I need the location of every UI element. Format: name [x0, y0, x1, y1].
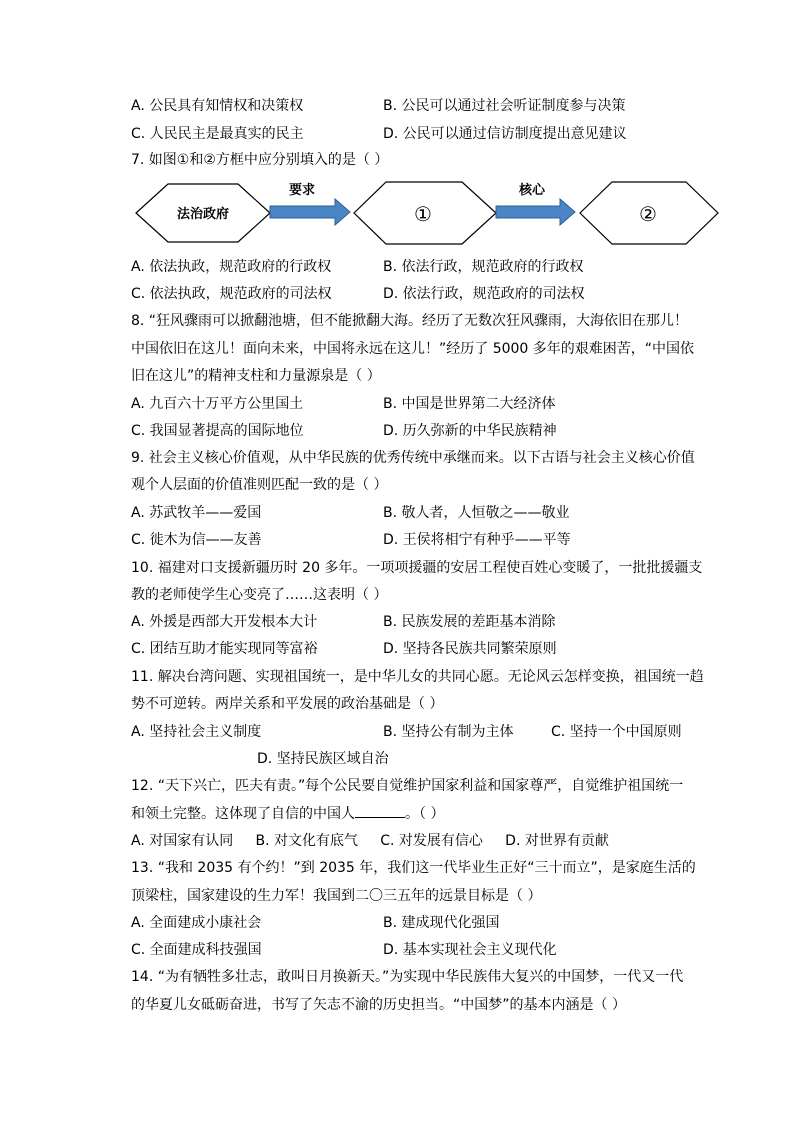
q9-stem-line-1: 9. 社会主义核心价值观，从中华民族的优秀传统中承继而来。以下古语与社会主义核心价值: [131, 450, 695, 466]
q11-option-c: C. 坚持一个中国原则: [551, 724, 682, 740]
q10-stem-line-1: 10. 福建对口支援新疆历时 20 多年。一项项援疆的安居工程使百姓心变暖了，一批批援疆支: [131, 560, 703, 576]
q12-stem-line-2-pre: 和领土完整。这体现了自信的中国人: [131, 806, 355, 822]
q12-stem-line-1: 12. “天下兴亡，匹夫有责。”每个公民要自觉维护国家利益和国家尊严，自觉维护祖国统一: [131, 778, 684, 794]
q9-stem-line-2: 观个人层面的价值准则匹配一致的是（ ）: [131, 477, 388, 493]
q13-stem-line-1: 13. “我和 2035 有个约！”到 2035 年，我们这一代毕业生正好“三十而立”，是家庭生活的: [131, 860, 696, 876]
diagram-box-1-label: 法治政府: [176, 207, 230, 222]
q8-option-a: A. 九百六十万平方公里国土: [131, 396, 304, 412]
diagram-box-3-label: ②: [639, 202, 657, 226]
q6-option-a: A. 公民具有知情权和决策权: [131, 98, 304, 114]
q12-answer-blank[interactable]: [355, 803, 405, 818]
q9-option-d: D. 王侯将相宁有种乎——平等: [383, 532, 571, 548]
q11-option-b: B. 坚持公有制为主体: [383, 724, 514, 740]
diagram-arrow-1: [270, 199, 350, 225]
q14-stem-line-2: 的华夏儿女砥砺奋进，书写了矢志不渝的历史担当。“中国梦”的基本内涵是（ ）: [131, 997, 626, 1013]
q13-option-c: C. 全面建成科技强国: [131, 942, 262, 958]
q6-option-d: D. 公民可以通过信访制度提出意见建议: [383, 126, 627, 142]
q13-stem-line-2: 顶梁柱，国家建设的生力军！我国到二〇三五年的远景目标是（ ）: [131, 888, 542, 904]
diagram-arrow-1-label: 要求: [288, 183, 316, 198]
q7-flow-diagram: [130, 178, 722, 248]
diagram-arrow-2-label: 核心: [518, 183, 546, 198]
q9-option-c: C. 徙木为信——友善: [131, 532, 262, 548]
q10-stem-line-2: 教的老师使学生心变亮了……这表明（ ）: [131, 587, 388, 603]
q13-option-a: A. 全面建成小康社会: [131, 915, 262, 931]
q6-option-c: C. 人民民主是最真实的民主: [131, 126, 304, 142]
q8-option-d: D. 历久弥新的中华民族精神: [383, 423, 557, 439]
q6-option-b: B. 公民可以通过社会听证制度参与决策: [383, 98, 626, 114]
q12-options: A. 对国家有认同 B. 对文化有底气 C. 对发展有信心 D. 对世界有贡献: [131, 833, 609, 849]
q12-stem-line-2: [131, 803, 444, 824]
q7-option-a: A. 依法执政，规范政府的行政权: [131, 259, 332, 275]
q8-option-c: C. 我国显著提高的国际地位: [131, 423, 304, 439]
q7-option-b: B. 依法行政，规范政府的行政权: [383, 259, 584, 275]
q12-stem-line-2-post: 。（ ）: [405, 806, 445, 822]
q14-stem-line-1: 14. “为有牺牲多壮志，敢叫日月换新天。”为实现中华民族伟大复兴的中国梦，一代又一代: [131, 969, 684, 985]
q9-option-a: A. 苏武牧羊——爱国: [131, 505, 262, 521]
q7-option-d: D. 依法行政，规范政府的司法权: [383, 286, 585, 302]
diagram-arrow-2: [496, 199, 575, 225]
q10-option-d: D. 坚持各民族共同繁荣原则: [383, 641, 557, 657]
q11-option-a: A. 坚持社会主义制度: [131, 724, 262, 740]
q7-option-c: C. 依法执政，规范政府的司法权: [131, 286, 332, 302]
q11-option-d: D. 坚持民族区域自治: [257, 751, 389, 767]
q8-stem-line-2: 中国依旧在这儿！面向未来，中国将永远在这儿！”经历了 5000 多年的艰难困苦，“中国依: [131, 341, 695, 357]
q11-stem-line-2: 势不可逆转。两岸关系和平发展的政治基础是（ ）: [131, 696, 444, 712]
q13-option-d: D. 基本实现社会主义现代化: [383, 942, 557, 958]
q13-option-b: B. 建成现代化强国: [383, 915, 500, 931]
q8-option-b: B. 中国是世界第二大经济体: [383, 396, 556, 412]
q11-stem-line-1: 11. 解决台湾问题、实现祖国统一，是中华儿女的共同心愿。无论风云怎样变换，祖国统一趋: [131, 669, 704, 685]
q8-stem-line-3: 旧在这儿”的精神支柱和力量源泉是（ ）: [131, 368, 381, 384]
q10-option-b: B. 民族发展的差距基本消除: [383, 614, 556, 630]
q10-option-c: C. 团结互助才能实现同等富裕: [131, 641, 318, 657]
q8-stem-line-1: 8. “狂风骤雨可以掀翻池塘，但不能掀翻大海。经历了无数次狂风骤雨，大海依旧在那儿！: [131, 313, 689, 329]
q7-stem: 7. 如图①和②方框中应分别填入的是（ ）: [131, 152, 389, 168]
q9-option-b: B. 敬人者，人恒敬之——敬业: [383, 505, 570, 521]
q10-option-a: A. 外援是西部大开发根本大计: [131, 614, 318, 630]
diagram-box-2-label: ①: [414, 202, 432, 226]
